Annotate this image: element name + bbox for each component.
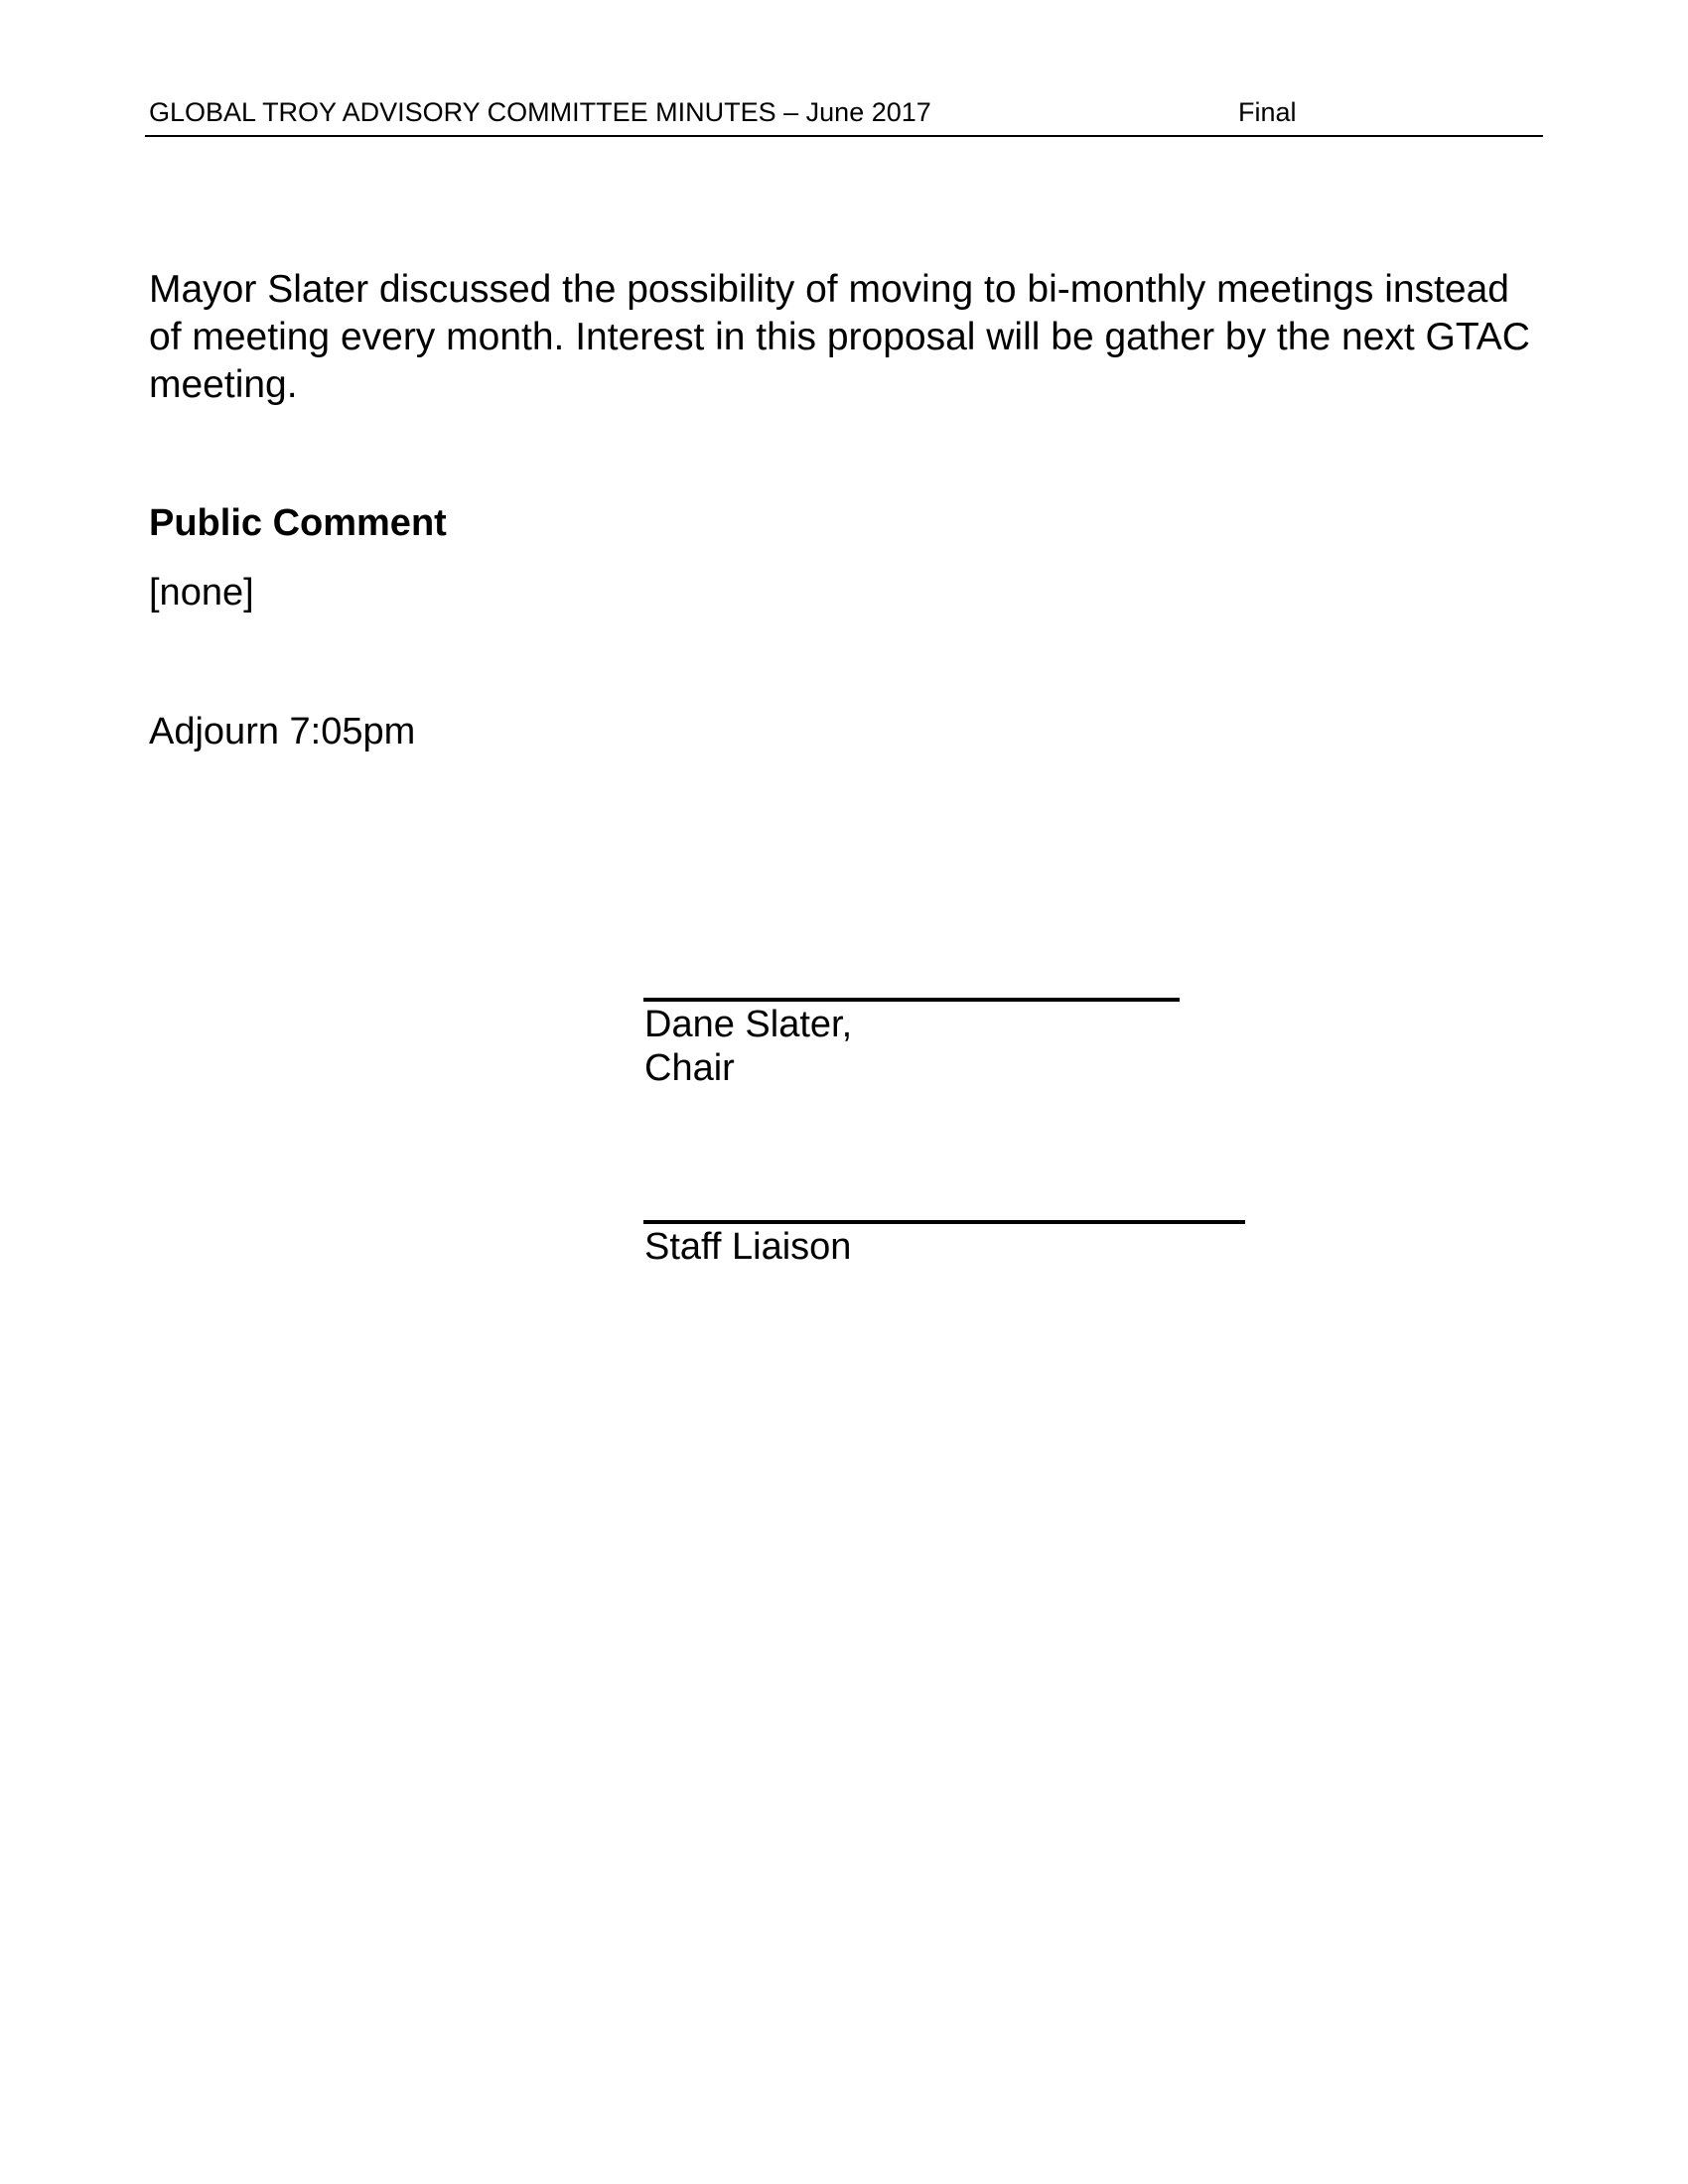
minutes-paragraph: Mayor Slater discussed the possibility of moving to bi-monthly meetings instead of meeting every month. Interest in this proposal will be gather by the next GTAC meeting. xyxy=(149,268,1530,406)
chair-signature-line xyxy=(643,998,1180,1002)
header-title: GLOBAL TROY ADVISORY COMMITTEE MINUTES – June 2017 xyxy=(149,97,931,127)
page-header xyxy=(145,95,1543,137)
chair-name: Dane Slater, xyxy=(644,1004,853,1045)
public-comment-text: [none] xyxy=(149,572,254,614)
chair-role: Chair xyxy=(644,1047,735,1089)
public-comment-heading: Public Comment xyxy=(149,502,447,544)
adjourn-text: Adjourn 7:05pm xyxy=(149,711,416,752)
header-status: Final xyxy=(1238,97,1297,127)
staff-liaison-label: Staff Liaison xyxy=(644,1226,852,1268)
staff-signature-line xyxy=(643,1220,1245,1224)
